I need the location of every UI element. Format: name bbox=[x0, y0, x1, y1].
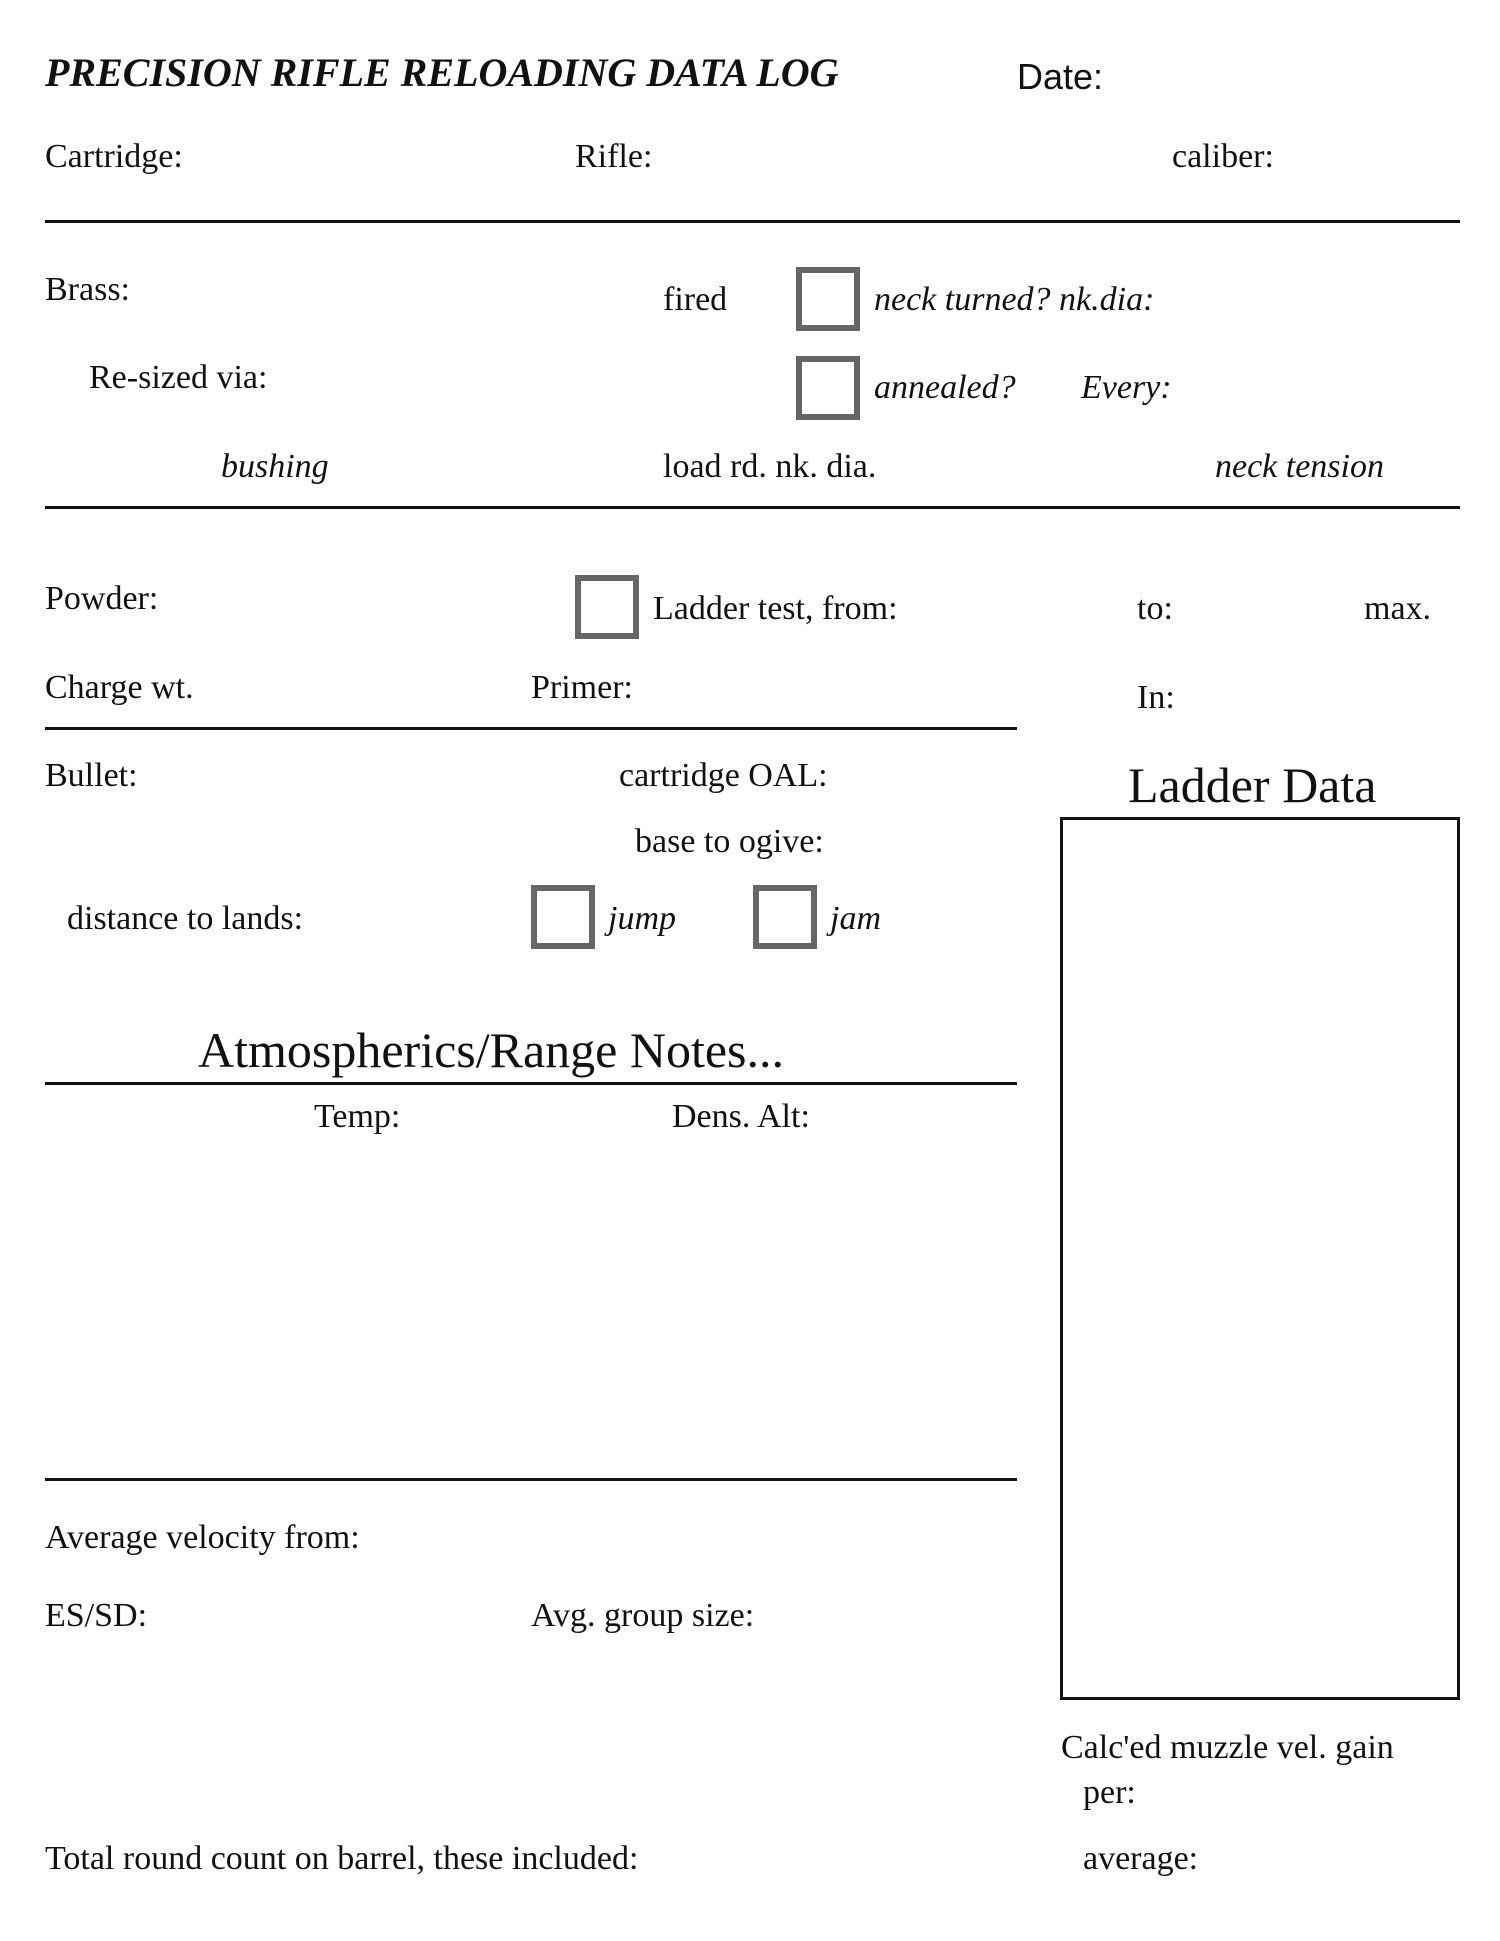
load-rd-label: load rd. nk. dia. bbox=[663, 448, 877, 485]
ladder-data-box[interactable] bbox=[1060, 817, 1460, 1700]
temp-label: Temp: bbox=[314, 1098, 401, 1135]
cartridge-label: Cartridge: bbox=[45, 138, 183, 175]
ladder-test-label: Ladder test, from: bbox=[653, 590, 898, 627]
jam-checkbox[interactable] bbox=[753, 885, 817, 949]
dens-alt-label: Dens. Alt: bbox=[672, 1098, 810, 1135]
divider bbox=[45, 506, 1460, 509]
powder-label: Powder: bbox=[45, 580, 159, 617]
annealed-label: annealed? bbox=[874, 369, 1016, 406]
avg-velocity-label: Average velocity from: bbox=[45, 1519, 360, 1556]
bushing-label: bushing bbox=[221, 448, 329, 485]
to-label: to: bbox=[1137, 590, 1173, 627]
ladder-test-checkbox[interactable] bbox=[575, 575, 639, 639]
caliber-label: caliber: bbox=[1172, 138, 1274, 175]
ladder-data-title: Ladder Data bbox=[1128, 757, 1377, 813]
brass-label: Brass: bbox=[45, 271, 130, 308]
jam-label: jam bbox=[830, 900, 881, 937]
total-round-label: Total round count on barrel, these included: bbox=[45, 1840, 639, 1877]
group-size-label: Avg. group size: bbox=[531, 1597, 755, 1634]
charge-label: Charge wt. bbox=[45, 669, 194, 706]
es-sd-label: ES/SD: bbox=[45, 1597, 148, 1634]
lands-label: distance to lands: bbox=[67, 900, 304, 937]
calc-gain-label: Calc'ed muzzle vel. gain bbox=[1061, 1729, 1394, 1766]
every-label: Every: bbox=[1081, 369, 1172, 406]
jump-checkbox[interactable] bbox=[531, 885, 595, 949]
max-label: max. bbox=[1364, 590, 1432, 627]
oal-label: cartridge OAL: bbox=[619, 757, 828, 794]
primer-label: Primer: bbox=[531, 669, 633, 706]
divider bbox=[45, 1082, 1017, 1085]
resized-label: Re-sized via: bbox=[89, 359, 268, 396]
form-title: PRECISION RIFLE RELOADING DATA LOG bbox=[45, 50, 839, 95]
divider bbox=[45, 1478, 1017, 1481]
neck-turned-label: neck turned? nk.dia: bbox=[874, 281, 1155, 318]
rifle-label: Rifle: bbox=[575, 138, 653, 175]
date-label: Date: bbox=[1017, 56, 1104, 97]
fired-label: fired bbox=[663, 281, 728, 318]
per-label: per: bbox=[1083, 1774, 1136, 1811]
bullet-label: Bullet: bbox=[45, 757, 138, 794]
neck-tension-label: neck tension bbox=[1215, 448, 1384, 485]
neck-turned-checkbox[interactable] bbox=[796, 267, 860, 331]
in-label: In: bbox=[1137, 679, 1175, 716]
divider bbox=[45, 220, 1460, 223]
divider bbox=[45, 727, 1017, 730]
atmospherics-title: Atmospherics/Range Notes... bbox=[198, 1022, 785, 1078]
bto-label: base to ogive: bbox=[635, 823, 824, 860]
average-label: average: bbox=[1083, 1840, 1199, 1877]
jump-label: jump bbox=[608, 900, 676, 937]
annealed-checkbox[interactable] bbox=[796, 356, 860, 420]
